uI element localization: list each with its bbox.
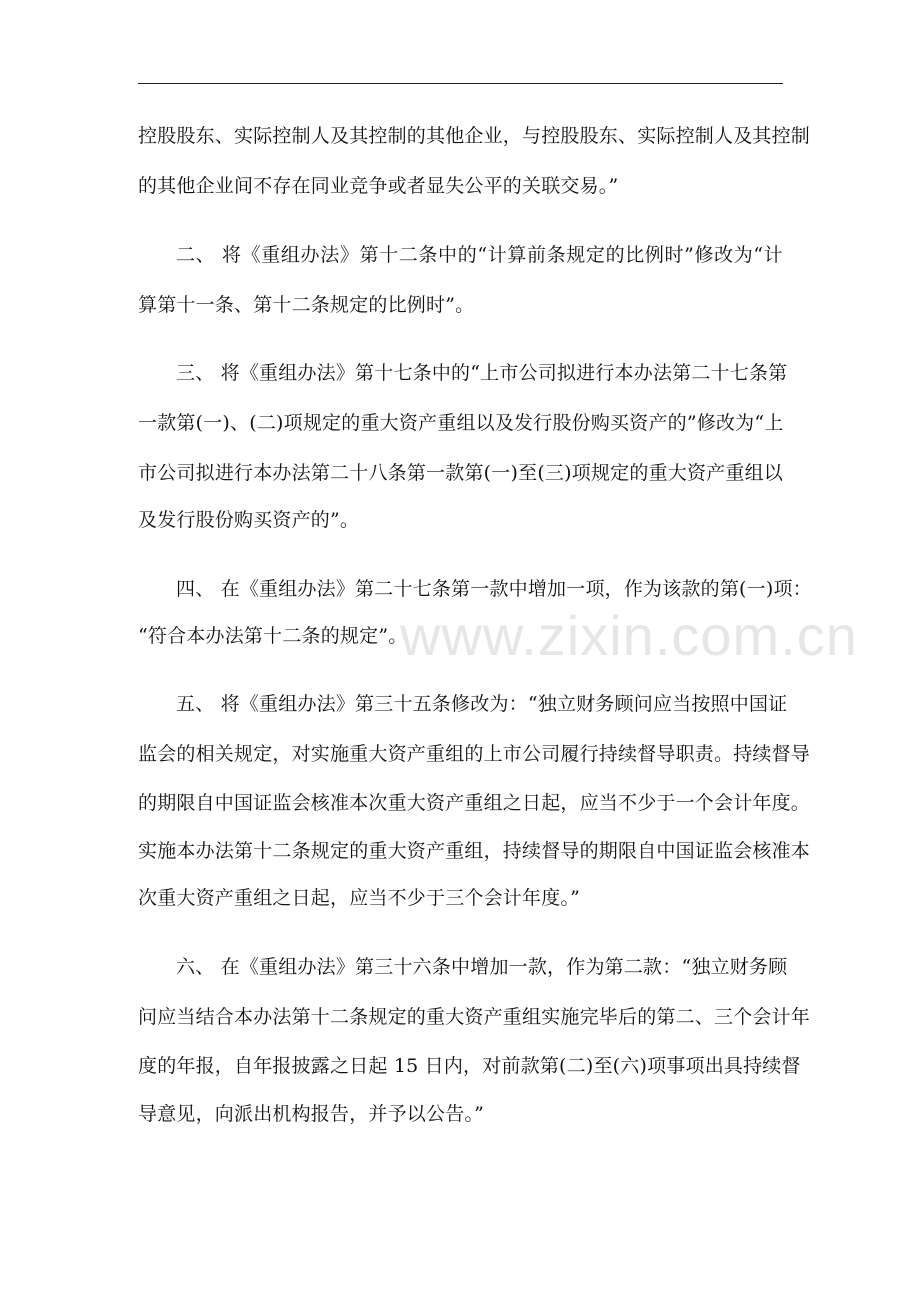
paragraph-3-line-4: 及发行股份购买资产的”。	[138, 509, 360, 531]
paragraph-3-line-3: 市公司拟进行本办法第二十八条第一款第(一)至(三)项规定的重大资产重组以	[138, 462, 783, 484]
paragraph-5-line-3: 的期限自中国证监会核准本次重大资产重组之日起，应当不少于一个会计年度。	[138, 792, 811, 814]
paragraph-5-line-1: 五、 将《重组办法》第三十五条修改为：“独立财务顾问应当按照中国证	[176, 693, 788, 715]
paragraph-5-line-4: 实施本办法第十二条规定的重大资产重组，持续督导的期限自中国证监会核准本	[138, 840, 811, 862]
paragraph-1-line-1: 控股股东、实际控制人及其控制的其他企业，与控股股东、实际控制人及其控制	[138, 125, 811, 147]
paragraph-1-line-2: 的其他企业间不存在同业竞争或者显失公平的关联交易。”	[138, 175, 619, 197]
paragraph-5-line-5: 次重大资产重组之日起，应当不少于三个会计年度。”	[138, 887, 581, 909]
paragraph-3-line-1: 三、 将《重组办法》第十七条中的“上市公司拟进行本办法第二十七条第	[176, 362, 788, 384]
paragraph-6-line-2: 问应当结合本办法第十二条规定的重大资产重组实施完毕后的第二、三个会计年	[138, 1006, 811, 1028]
paragraph-2-line-2: 算第十一条、第十二条规定的比例时”。	[138, 294, 475, 316]
paragraph-4-line-2: “符合本办法第十二条的规定”。	[138, 625, 408, 647]
header-rule	[138, 83, 783, 84]
paragraph-3-line-2: 一款第(一)、(二)项规定的重大资产重组以及发行股份购买资产的”修改为“上	[138, 412, 784, 434]
paragraph-6-line-1: 六、 在《重组办法》第三十六条中增加一款，作为第二款：“独立财务顾	[176, 956, 788, 978]
watermark: www.zixin.com.cn	[400, 604, 858, 667]
paragraph-6-line-3: 度的年报，自年报披露之日起 15 日内，对前款第(二)至(六)项事项出具持续督	[138, 1055, 801, 1077]
paragraph-2-line-1: 二、 将《重组办法》第十二条中的“计算前条规定的比例时”修改为“计	[176, 244, 783, 266]
paragraph-4-line-1: 四、 在《重组办法》第二十七条第一款中增加一项，作为该款的第(一)项：	[176, 578, 812, 600]
paragraph-5-line-2: 监会的相关规定，对实施重大资产重组的上市公司履行持续督导职责。持续督导	[138, 743, 811, 765]
paragraph-6-line-4: 导意见，向派出机构报告，并予以公告。”	[138, 1103, 485, 1125]
